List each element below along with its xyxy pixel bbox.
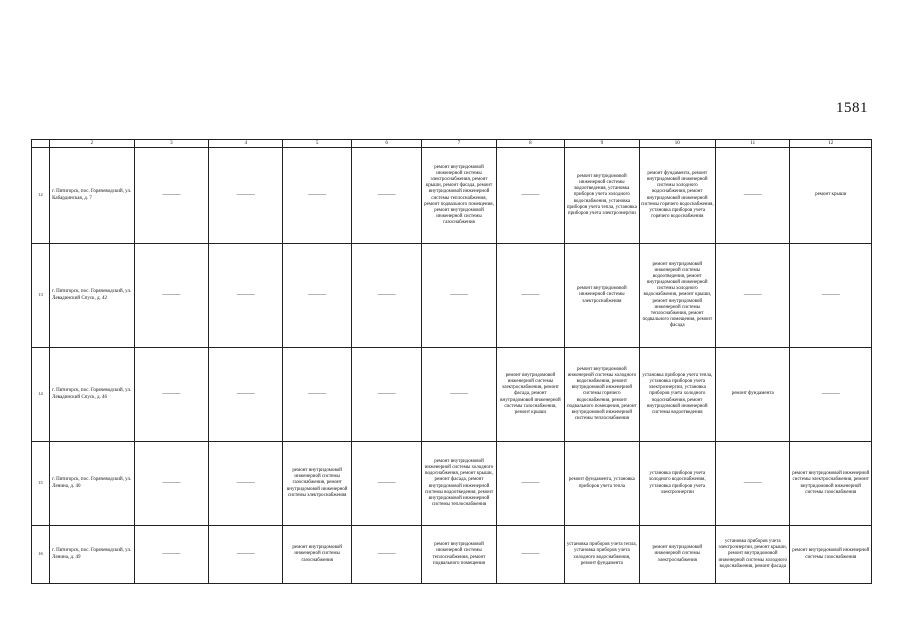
empty-cell (134, 526, 208, 584)
dash-mark: ——— (236, 390, 255, 397)
empty-cell (351, 148, 421, 244)
work-cell: ремонт внутридомовой инженерной системы электроснабжения (639, 526, 715, 584)
empty-cell (422, 244, 496, 348)
header-cell: 7 (422, 140, 496, 148)
work-cell: ремонт внутридомовой инженерной системы газоснабжения (790, 526, 872, 584)
empty-cell (716, 244, 790, 348)
empty-cell (351, 244, 421, 348)
table-row (32, 348, 872, 442)
empty-cell (496, 244, 564, 348)
dash-mark: ——— (162, 479, 181, 486)
dash-mark: ——— (521, 291, 540, 298)
work-cell: установка приборов учета тепла, установка приборов учета электроэнергии, установка приборов учета холодного водоснабжения, ремонт внутридомовой инженерной системы водоотведения (639, 348, 715, 442)
work-cell: установка приборов учета электроэнергии, ремонт крыши, ремонт внутридомовой инженерной системы холодного водоснабжения, ремонт фасада (716, 526, 790, 584)
header-cell (32, 140, 50, 148)
empty-cell (716, 148, 790, 244)
dash-mark: ——— (162, 191, 181, 198)
work-cell: ремонт внутридомовой инженерной системы электроснабжения, ремонт фасада, ремонт внутридомовой инженерной системы газоснабжения, ремонт крыши (496, 348, 564, 442)
dash-mark: ——— (521, 191, 540, 198)
dash-mark: ——— (743, 191, 762, 198)
header-cell: 8 (496, 140, 564, 148)
dash-mark: ——— (162, 550, 181, 557)
dash-mark: ——— (377, 291, 396, 298)
header-cell: 2 (50, 140, 135, 148)
row-number: 16 (32, 526, 50, 584)
header-cell: 3 (134, 140, 208, 148)
dash-mark: ——— (377, 479, 396, 486)
dash-mark: ——— (308, 390, 327, 397)
work-cell: ремонт внутридомовой инженерной системы водоотведения, ремонт внутридомовой инженерной системы холодного водоснабжения, ремонт крыши, ремонт внутридомовой инженерной системы теплоснабжения, ремонт подвального помещения, ремонт фасада (639, 244, 715, 348)
empty-cell (422, 348, 496, 442)
dash-mark: ——— (236, 291, 255, 298)
work-cell: ремонт фундамента (716, 348, 790, 442)
dash-mark: ——— (377, 550, 396, 557)
dash-mark: ——— (308, 291, 327, 298)
dash-mark: ——— (450, 291, 468, 298)
header-cell: 6 (351, 140, 421, 148)
dash-mark: ——— (236, 479, 255, 486)
work-cell: ремонт внутридомовой инженерной системы водоотведения, установка приборов учета холодного водоснабжения, установка приборов учета тепла, установка приборов учета электроэнергии (565, 148, 639, 244)
empty-cell (209, 526, 283, 584)
table-row (32, 526, 872, 584)
work-cell: ремонт фундамента, ремонт внутридомовой инженерной системы холодного водоснабжения, ремонт внутридомовой инженерной системы горячего водоснабжения, установка приборов учета горячего водоснабжения (639, 148, 715, 244)
address-cell: г. Пятигорск, пос. Горячеводский, ул. Левадинский Спуск, д. 46 (50, 348, 135, 442)
work-cell: ремонт внутридомовой инженерной системы электроснабжения, ремонт крыши, ремонт фасада, ремонт внутридомовой инженерной системы теплоснабжения, ремонт подвального помещения, ремонт внутридомовой инженерной системы газоснабжения (422, 148, 496, 244)
empty-cell (283, 148, 351, 244)
dash-mark: ——— (521, 479, 540, 486)
empty-cell (790, 348, 872, 442)
empty-cell (209, 148, 283, 244)
dash-mark: ——— (236, 191, 255, 198)
empty-cell (496, 148, 564, 244)
repair-schedule-table (31, 139, 872, 584)
work-cell: установка приборов учета тепла, установка приборов учета холодного водоснабжения, ремонт фундамента (565, 526, 639, 584)
dash-mark: ——— (162, 291, 181, 298)
empty-cell (351, 442, 421, 526)
work-cell: ремонт фундамента, установка приборов учета тепла (565, 442, 639, 526)
column-number-header (32, 140, 872, 148)
empty-cell (716, 442, 790, 526)
dash-mark: ——— (521, 550, 540, 557)
empty-cell (209, 348, 283, 442)
row-number: 12 (32, 148, 50, 244)
work-cell: ремонт внутридомовой инженерной системы электроснабжения, ремонт внутридомовой инженерной системы газоснабжения (790, 442, 872, 526)
empty-cell (496, 442, 564, 526)
empty-cell (209, 244, 283, 348)
dash-mark: ——— (743, 479, 762, 486)
address-cell: г. Пятигорск, пос. Горячеводский, ул. Ленина, д. 40 (50, 442, 135, 526)
work-cell: ремонт внутридомовой инженерной системы холодного водоснабжения, ремонт внутридомовой инженерной системы горячего водоснабжения, ремонт подвального помещения, ремонт внутридомовой инженерной системы теплоснабжения (565, 348, 639, 442)
page-number: 1581 (836, 100, 868, 116)
dash-mark: ——— (450, 390, 468, 397)
work-cell: установка приборов учета холодного водоснабжения, установка приборов учета электроэнергии (639, 442, 715, 526)
empty-cell (283, 348, 351, 442)
dash-mark: ——— (743, 291, 762, 298)
work-cell: ремонт внутридомовой инженерной системы теплоснабжения, ремонт подвального помещения (422, 526, 496, 584)
dash-mark: ——— (236, 550, 255, 557)
header-cell: 11 (716, 140, 790, 148)
dash-mark: ——— (821, 291, 840, 298)
header-cell: 9 (565, 140, 639, 148)
row-number: 13 (32, 244, 50, 348)
dash-mark: ——— (821, 390, 840, 397)
address-cell: г. Пятигорск, пос. Горячеводский, ул. Ленина, д. 49 (50, 526, 135, 584)
empty-cell (790, 244, 872, 348)
header-cell: 4 (209, 140, 283, 148)
address-cell: г. Пятигорск, пос. Горячеводский, ул. Левадинский Спуск, д. 42 (50, 244, 135, 348)
table-row (32, 442, 872, 526)
empty-cell (134, 442, 208, 526)
empty-cell (351, 526, 421, 584)
work-cell: ремонт внутридомовой инженерной системы холодного водоснабжения, ремонт крыши, ремонт фасада, ремонт внутридомовой инженерной системы водоотведения, ремонт внутридомовой инженерной системы теплоснабжения (422, 442, 496, 526)
table-row (32, 148, 872, 244)
empty-cell (134, 148, 208, 244)
dash-mark: ——— (308, 191, 327, 198)
work-cell: ремонт внутридомовой инженерной системы газоснабжения, ремонт внутридомовой инженерной системы электроснабжения (283, 442, 351, 526)
work-cell: ремонт внутридомовой инженерной системы электроснабжения (565, 244, 639, 348)
dash-mark: ——— (162, 390, 181, 397)
empty-cell (283, 244, 351, 348)
header-cell: 5 (283, 140, 351, 148)
table-row (32, 244, 872, 348)
row-number: 14 (32, 348, 50, 442)
empty-cell (134, 348, 208, 442)
dash-mark: ——— (377, 191, 396, 198)
work-cell: ремонт внутридомовой инженерной системы газоснабжения (283, 526, 351, 584)
empty-cell (496, 526, 564, 584)
dash-mark: ——— (377, 390, 396, 397)
empty-cell (134, 244, 208, 348)
address-cell: г. Пятигорск, пос. Горячеводский, ул. Кабардинская, д. 7 (50, 148, 135, 244)
empty-cell (209, 442, 283, 526)
header-cell: 10 (639, 140, 715, 148)
header-cell: 12 (790, 140, 872, 148)
empty-cell (351, 348, 421, 442)
work-cell: ремонт крыши (790, 148, 872, 244)
row-number: 15 (32, 442, 50, 526)
